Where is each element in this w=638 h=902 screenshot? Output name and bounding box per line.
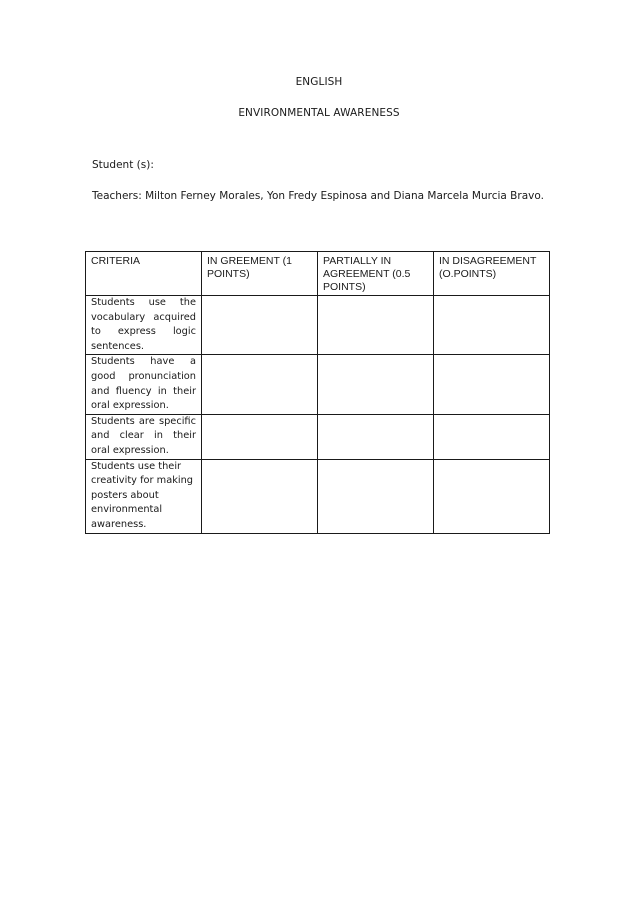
teachers-line: Teachers: Milton Ferney Morales, Yon Fredy Espinosa and Diana Marcela Murcia Bravo.	[92, 190, 544, 202]
header-partially-in-agreement: PARTIALLY IN AGREEMENT (0.5 POINTS)	[318, 252, 434, 296]
rubric-table	[85, 251, 550, 534]
header-in-agreement: IN GREEMENT (1 POINTS)	[202, 252, 318, 296]
criterion-cell: Students are specific and clear in their oral expression.	[86, 414, 202, 459]
rubric-row	[86, 459, 550, 533]
criterion-cell: Students use the vocabulary acquired to express logic sentences.	[86, 296, 202, 355]
partially-cell	[318, 414, 434, 459]
partially-cell	[318, 296, 434, 355]
in-agreement-cell	[202, 414, 318, 459]
students-label: Student (s):	[92, 159, 154, 171]
in-agreement-cell	[202, 296, 318, 355]
rubric-row	[86, 414, 550, 459]
rubric-row	[86, 355, 550, 414]
in-disagreement-cell	[434, 414, 550, 459]
document-subtitle: ENVIRONMENTAL AWARENESS	[238, 107, 400, 119]
in-disagreement-cell	[434, 459, 550, 533]
criterion-cell: Students use their creativity for making posters about environmental awareness.	[86, 459, 202, 533]
in-disagreement-cell	[434, 296, 550, 355]
rubric-row	[86, 296, 550, 355]
in-agreement-cell	[202, 459, 318, 533]
rubric-header-row	[86, 252, 550, 296]
partially-cell	[318, 459, 434, 533]
header-criteria: CRITERIA	[86, 252, 202, 296]
criterion-cell: Students have a good pronunciation and fluency in their oral expression.	[86, 355, 202, 414]
in-disagreement-cell	[434, 355, 550, 414]
document-title: ENGLISH	[295, 76, 343, 88]
header-in-disagreement: IN DISAGREEMENT (O.POINTS)	[434, 252, 550, 296]
in-agreement-cell	[202, 355, 318, 414]
partially-cell	[318, 355, 434, 414]
